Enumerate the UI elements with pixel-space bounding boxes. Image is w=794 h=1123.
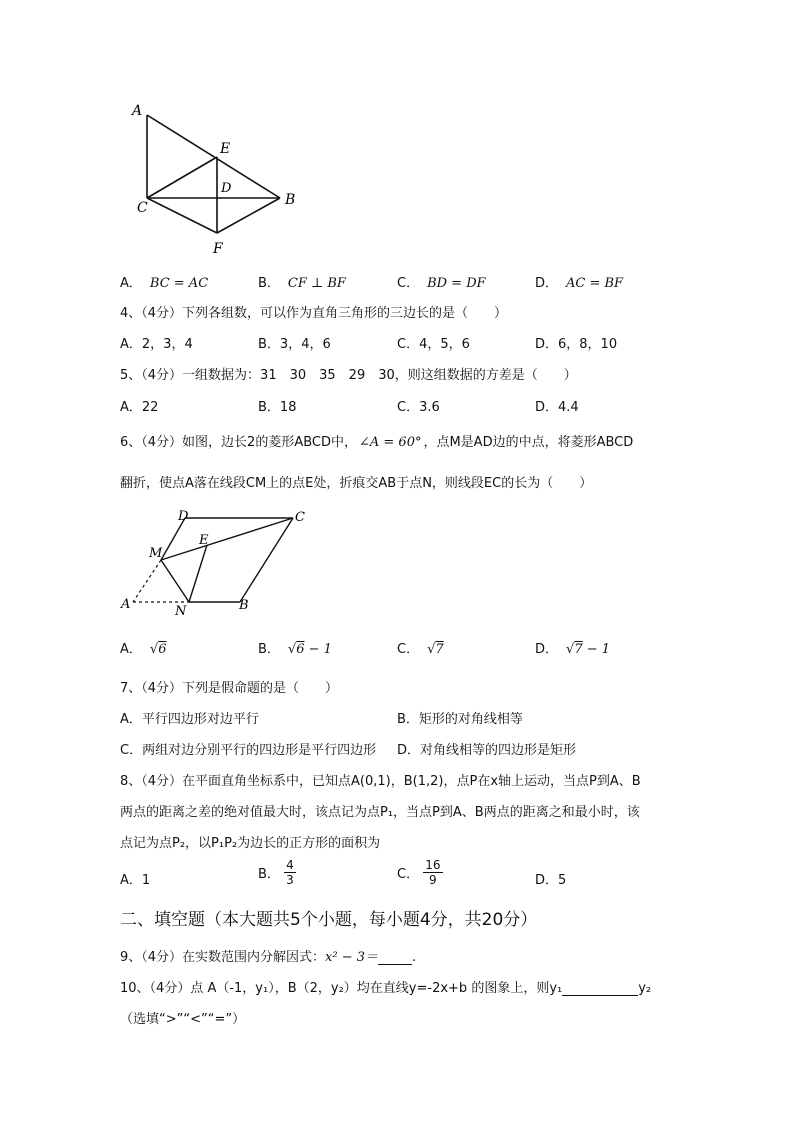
q8-option-b[interactable]: B． $\frac{4}{3}$ <box>258 858 294 887</box>
q4-option-c[interactable]: C．4，5，6 <box>397 337 470 352</box>
q7-option-a[interactable]: A．平行四边形对边平行 <box>120 712 259 727</box>
q6-option-a[interactable]: A． √6 <box>120 642 167 657</box>
q10-stem-line2: （选填“>”“<”“=”） <box>120 1012 246 1027</box>
fig2-label-n: N <box>175 604 187 617</box>
q6-option-c[interactable]: C． √7 <box>397 642 444 657</box>
q6-option-b[interactable]: B． √6 − 1 <box>258 642 332 657</box>
q3-option-b[interactable]: B． CF ⊥ BF <box>258 276 346 291</box>
figure-rhombus-diagram <box>115 505 320 617</box>
q9-stem: 9、（4分）在实数范围内分解因式：x² − 3＝ . <box>120 950 417 965</box>
q4-option-b[interactable]: B．3，4，6 <box>258 337 331 352</box>
fig2-label-a: A <box>121 597 131 612</box>
q8-stem-line1: 8、（4分）在平面直角坐标系中，已知点A(0,1)，B(1,2)，点P在x轴上运动，当点P到A、B <box>120 774 641 789</box>
q10-stem: 10、（4分）点 A（-1，y₁），B（2，y₂）均在直线y=-2x+b 的图象上，则y₁ y₂ <box>120 981 652 996</box>
q5-option-d[interactable]: D．4.4 <box>535 400 579 415</box>
fig2-label-b: B <box>239 598 249 613</box>
q7-option-c[interactable]: C．两组对边分别平行的四边形是平行四边形 <box>120 743 377 758</box>
q3-option-d[interactable]: D． AC = BF <box>535 276 624 291</box>
section-title: 二、填空题（本大题共5个小题，每小题4分，共20分） <box>120 910 538 930</box>
q6-stem-line2: 翻折，使点A落在线段CM上的点E处，折痕交AB于点N，则线段EC的长为（ ） <box>120 476 593 491</box>
q10-answer-blank[interactable] <box>562 980 638 996</box>
fig2-label-m: M <box>149 546 163 561</box>
fig1-label-f: F <box>213 241 223 257</box>
fig1-label-e: E <box>220 141 231 157</box>
q6-stem-line1: 6、（4分）如图，边长2的菱形ABCD中， ∠A = 60° ，点M是AD边的中点，将菱形ABCD <box>120 435 634 450</box>
q5-option-c[interactable]: C．3.6 <box>397 400 440 415</box>
q8-option-c[interactable]: C． $\frac{16}{9}$ <box>397 858 441 887</box>
q4-option-a[interactable]: A．2，3，4 <box>120 337 193 352</box>
q5-option-a[interactable]: A．22 <box>120 400 159 415</box>
q3-option-a[interactable]: A． BC = AC <box>120 276 209 291</box>
figure-triangle-diagram <box>125 95 315 265</box>
q3-option-c[interactable]: C． BD = DF <box>397 276 486 291</box>
fig2-label-e: E <box>199 533 209 548</box>
q7-option-d[interactable]: D．对角线相等的四边形是矩形 <box>397 743 577 758</box>
q8-stem-line3: 点记为点P₂，以P₁P₂为边长的正方形的面积为 <box>120 836 381 851</box>
q8-option-d[interactable]: D．5 <box>535 873 567 888</box>
q9-answer-blank[interactable] <box>378 949 412 965</box>
q7-option-b[interactable]: B．矩形的对角线相等 <box>397 712 523 727</box>
fig2-label-c: C <box>295 510 305 525</box>
q8-stem-line2: 两点的距离之差的绝对值最大时，该点记为点P₁，当点P到A、B两点的距离之和最小时，该 <box>120 805 640 820</box>
q5-option-b[interactable]: B．18 <box>258 400 297 415</box>
fig1-label-d: D <box>221 181 232 196</box>
q7-stem: 7、（4分）下列是假命题的是（ ） <box>120 681 339 696</box>
fig1-label-a: A <box>132 103 143 119</box>
q5-stem: 5、（4分）一组数据为：31 30 35 29 30，则这组数据的方差是（ ） <box>120 368 577 383</box>
fig2-label-d: D <box>178 509 189 524</box>
q4-stem: 4、（4分）下列各组数，可以作为直角三角形的三边长的是（ ） <box>120 306 508 321</box>
q4-option-d[interactable]: D．6，8，10 <box>535 337 618 352</box>
q8-option-a[interactable]: A．1 <box>120 873 151 888</box>
fig1-label-b: B <box>285 192 296 208</box>
q6-option-d[interactable]: D． √7 − 1 <box>535 642 611 657</box>
fig1-label-c: C <box>137 200 148 216</box>
